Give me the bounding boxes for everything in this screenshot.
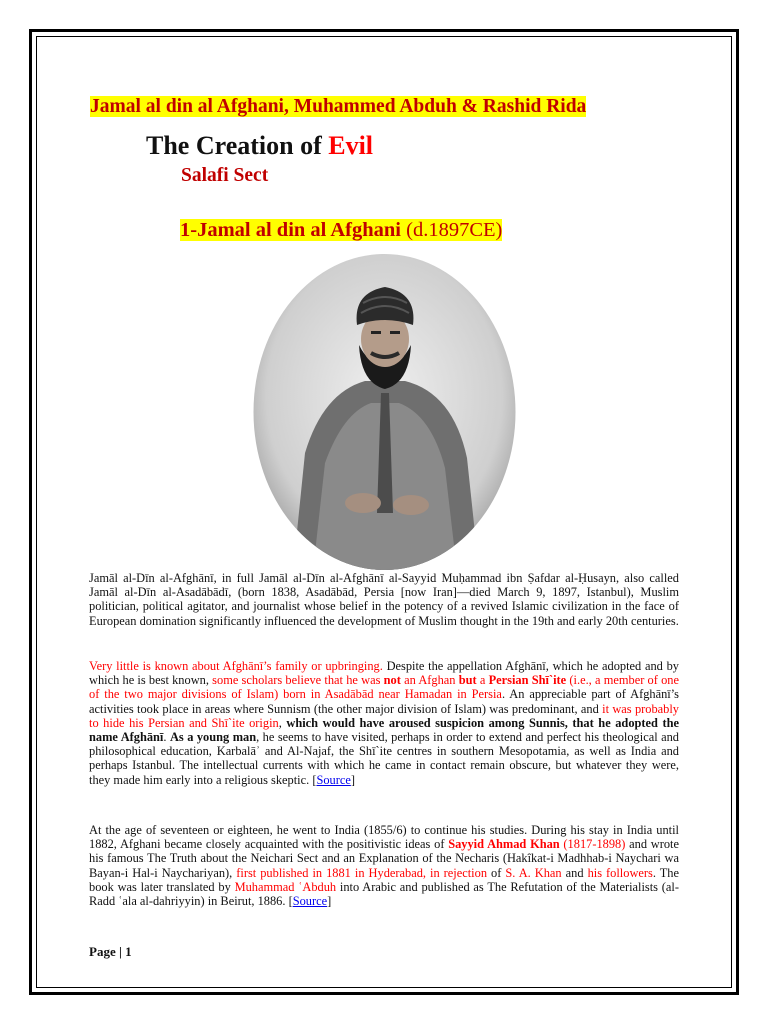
- p3-text-4: and: [561, 865, 588, 880]
- title-accent: Evil: [328, 131, 374, 160]
- p2-text-2: . An appreciable part of Afghānī’s activities took place in areas where Sunnism (the other major division of Islam) was predominant, and: [89, 687, 679, 716]
- source-link[interactable]: Source: [292, 894, 328, 909]
- portrait-image: [253, 253, 516, 571]
- p2-bold-young: As a young man: [169, 730, 257, 745]
- p2-red-6: it was probably to hide his Persian and Shī`ite origin: [89, 701, 679, 730]
- p2-text-3: ,: [278, 715, 287, 730]
- subtitle: Salafi Sect: [181, 165, 269, 186]
- p3-red-followers: his followers: [587, 865, 653, 880]
- p3-red-khan: S. A. Khan: [505, 865, 562, 880]
- title-prefix: The Creation of: [146, 131, 329, 160]
- p3-bold-sayyid: Sayyid Ahmad Khan: [448, 837, 560, 852]
- p3-text-7: ]: [327, 894, 332, 909]
- p3-text-5: . The book was later translated by: [89, 865, 679, 894]
- paragraph-biography: Jamāl al-Dīn al-Afghānī, in full Jamāl al-Dīn al-Afghānī al-Sayyid Muḥammad ibn Ṣafdar al-Ḥusayn, also called Jamāl al-Dīn al-Asadābādī, (born 1838, Asadābād, Persia [now Iran]—died March 9, 1897, Istanbul), Muslim politician, political agitator, and journalist whose belief in the potency of a revived Islamic civilization in the face of European domination significantly influenced the development of Muslim thought in the 19th and early 20th centuries.: [89, 571, 679, 628]
- section-number: 1: [180, 219, 191, 241]
- section-date: (d.1897CE): [401, 219, 503, 241]
- page-title: [146, 130, 373, 162]
- p2-text-6: ]: [350, 772, 356, 787]
- p3-red-published: first published in 1881 in Hyderabad, in rejection: [236, 865, 488, 880]
- p2-bold-but: but: [458, 673, 477, 688]
- p2-red-2: some scholars believe that he was: [212, 673, 384, 688]
- p2-red-3: an Afghan: [400, 673, 459, 688]
- p3-red-abduh: Muhammad ʿAbduh: [234, 879, 337, 894]
- p2-red-1: Very little is known about Afghānī’s family or upbringing.: [89, 659, 383, 673]
- main-heading-text: Jamal al din al Afghani, Muhammed Abduh & Rashid Rida: [90, 96, 587, 117]
- p3-red-years: (1817-1898): [559, 837, 626, 852]
- p3-text-1: At the age of seventeen or eighteen, he went to India (1855/6) to continue his studies. During his stay in India until 1882, Afghani became closely acquainted with the positivistic ideas of: [89, 823, 679, 852]
- p2-red-5: (i.e., a member of one of the two major divisions of Islam) born in Asadābād near Hamadan in Persia: [89, 673, 679, 702]
- paragraph-india: [89, 823, 679, 908]
- p2-bold-persian: Persian Shī`ite: [488, 673, 567, 688]
- main-heading: [90, 94, 586, 120]
- p3-text-3: of: [487, 865, 506, 880]
- p3-text-2: and wrote his famous The Truth about the Neichari Sect and an Explanation of the Necharis (Hakîkat-i Madhhab-i Naychari wa Bayan-i Hal-i Naychariyan),: [89, 837, 679, 880]
- paragraph-origins: [89, 659, 679, 787]
- section-heading: [180, 217, 502, 243]
- p2-text-5: , he seems to have visited, perhaps in order to extend and perfect his theological and philosophical education, Karbalāʾ and Al-Najaf, the Shī`ite centres in southern Mesopotamia, as well as India and perhaps Istanbul. The intellectual currents with which he came in contact remain obscure, but whatever they were, they made him early into a religious skeptic. [: [89, 730, 679, 787]
- p2-text-4: .: [163, 730, 170, 745]
- p2-bold-name: which would have aroused suspicion among Sunnis, that he adopted the name Afghānī: [89, 715, 679, 745]
- p2-bold-not: not: [383, 673, 401, 688]
- p2-red-4: a: [476, 673, 489, 688]
- section-name: -Jamal al din al Afghani: [190, 219, 401, 241]
- page-number: Page | 1: [89, 944, 132, 959]
- p2-text-1: Despite the appellation Afghānī, which he adopted and by which he is best known,: [89, 659, 679, 688]
- source-link[interactable]: Source: [316, 772, 351, 787]
- p3-text-6: into Arabic and published as The Refutation of the Materialists (al-Radd ʿala al-dahriyyin) in Beirut, 1886. [: [89, 879, 679, 909]
